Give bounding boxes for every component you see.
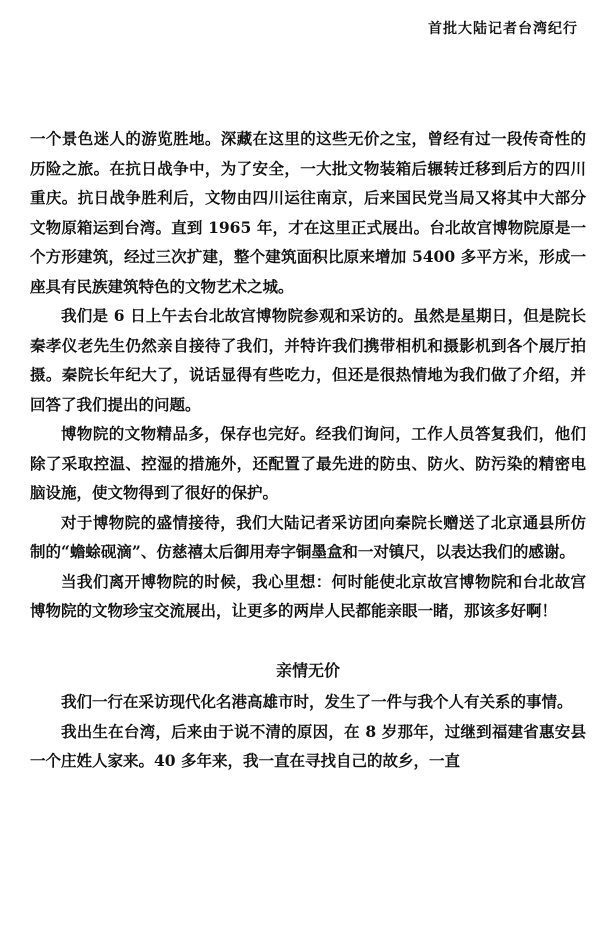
paragraph: 当我们离开博物院的时候，我心里想：何时能使北京故宫博物院和台北故宫博物院的文物珍宝交流展出，让更多的两岸人民都能亲眼一睹，那该多好啊！ [30, 571, 586, 620]
paragraph: 博物院的文物精品多，保存也完好。经我们询问，工作人员答复我们，他们除了采取控温、控湿的措施外，还配置了最先进的防虫、防火、防污染的精密电脑设施，使文物得到了很好的保护。 [30, 424, 586, 502]
page-body [30, 124, 586, 776]
paragraph: 我们是 6 日上午去台北故宫博物院参观和采访的。虽然是星期日，但是院长秦孝仪老先生仍然亲自接待了我们，并特许我们携带相机和摄影机到各个展厅拍摄。秦院长年纪大了，说话显得有些吃力，但还是很热情地为我们做了介绍，并回答了我们提出的问题。 [30, 306, 586, 414]
running-header: 首批大陆记者台湾纪行 [428, 21, 578, 37]
paragraph: 一个景色迷人的游览胜地。深藏在这里的这些无价之宝，曾经有过一段传奇性的历险之旅。在抗日战争中，为了安全，一大批文物装箱后辗转迁移到后方的四川重庆。抗日战争胜利后，文物由四川运往南京，后来国民党当局又将其中大部分文物原箱运到台湾。直到 1965 年，才在这里正式展出。台北故宫博物院原是一个方形建筑，经过三次扩建，整个建筑面积比原来增加 5400 多平方米，形成一座具有民族建筑特色的文物艺术之城。 [30, 129, 586, 296]
paragraph: 我们一行在采访现代化名港高雄市时，发生了一件与我个人有关系的事情。 [61, 692, 573, 711]
paragraph: 我出生在台湾，后来由于说不清的原因，在 8 岁那年，过继到福建省惠安县一个庄姓人家来。40 多年来，我一直在寻找自己的故乡，一直 [30, 721, 586, 770]
section-heading: 亲情无价 [275, 660, 340, 680]
paragraph: 对于博物院的盛情接待，我们大陆记者采访团向秦院长赠送了北京通县所仿制的“蟾蜍砚滴”、仿慈禧太后御用寿字铜墨盒和一对镇尺，以表达我们的感谢。 [30, 512, 586, 561]
